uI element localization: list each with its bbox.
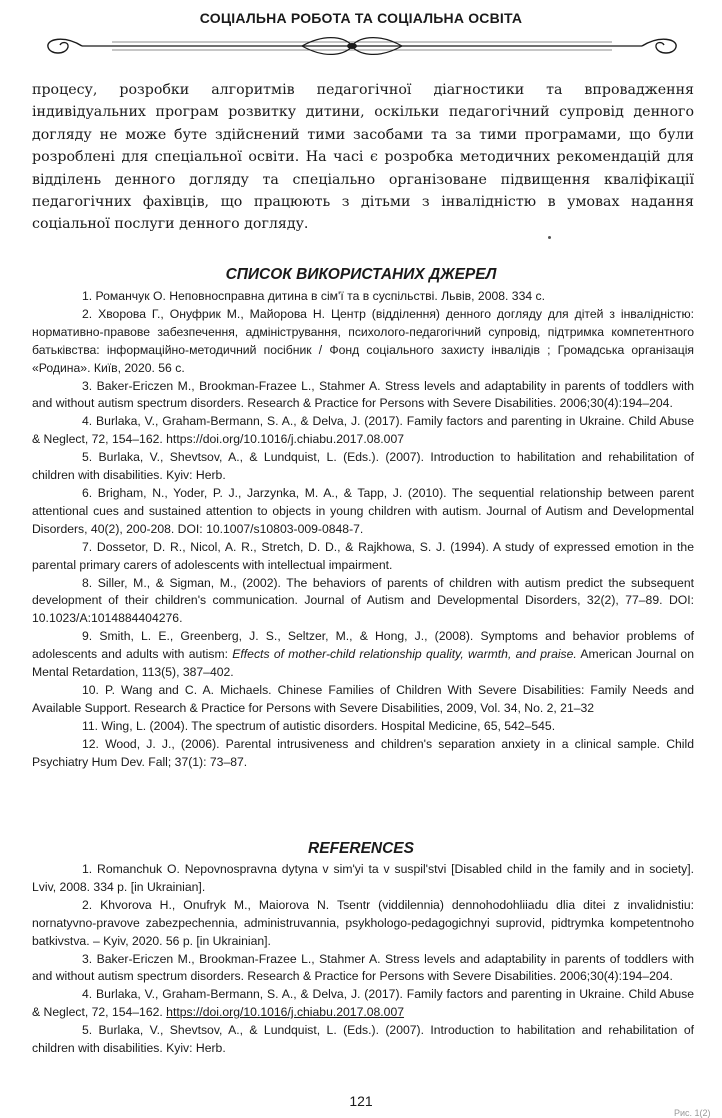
references-list	[32, 861, 694, 1058]
source-item: 5. Burlaka, V., Shevtsov, A., & Lundquist, L. (Eds.). (2007). Introduction to habilitation and rehabilitation of children with disabilities. Kyiv: Herb.	[32, 450, 694, 483]
references-heading: REFERENCES	[308, 840, 414, 857]
source-item: 8. Siller, M., & Sigman, M., (2002). The behaviors of parents of children with autism predict the subsequent development of their children's communication. Journal of Autism and Developmental Disorders, 32(2), 77–89. DOI: 10.1023/A:1014884404276.	[32, 575, 694, 626]
sources-list	[32, 288, 694, 771]
source-text: American Journal on Mental Retardation, 113(5), 387–402.	[32, 647, 694, 680]
stray-dot	[548, 236, 551, 239]
doi-link[interactable]: https://doi.org/10.1016/j.chiabu.2017.08.007	[166, 1005, 405, 1020]
reference-item: 2. Khvorova H., Onufryk M., Maiorova N. Tsentr (viddilennia) dennohodohliiadu dlia ditei z invalidnistiu: nornatyvno-pravove zabezpechennia, administruvannia, psykhologo-pedagogichnyi suprovid, pidtrymka kompetentnoho batkivstva. – Kyiv, 2020. 56 p. [in Ukrainian].	[32, 897, 694, 948]
intro-paragraph	[32, 79, 694, 236]
corner-mark: Рис. 1(2)	[674, 1108, 711, 1118]
running-header: СОЦІАЛЬНА РОБОТА ТА СОЦІАЛЬНА ОСВІТА	[199, 10, 523, 26]
reference-text: 4. Burlaka, V., Graham-Bermann, S. A., & Delva, J. (2017). Family factors and parenting in Ukraine. Child Abuse & Neglect, 72, 154–162.	[32, 987, 694, 1020]
source-item: 1. Романчук О. Неповносправна дитина в сім'ї та в суспільстві. Львів, 2008. 334 с.	[82, 289, 545, 303]
source-item: 6. Brigham, N., Yoder, P. J., Jarzynka, M. A., & Tapp, J. (2010). The sequential relationship between parent attentional cues and sustained attention to objects in young children with autism. Journal of Autism and Developmental Disorders, 40(2), 200-208. DOI: 10.1007/s10803-009-0848-7.	[32, 485, 694, 536]
source-item: 4. Burlaka, V., Graham-Bermann, S. A., & Delva, J. (2017). Family factors and parenting in Ukraine. Child Abuse & Neglect, 72, 154–162. https://doi.org/10.1016/j.chiabu.2017.08.007	[32, 414, 694, 447]
source-text: 9. Smith, L. E., Greenberg, J. S., Seltzer, M., & Hong, J., (2008). Symptoms and behavior problems of adolescents and adults with autism:	[32, 629, 694, 662]
source-item	[32, 628, 694, 682]
source-italic-text: Effects of mother-child relationship quality, warmth, and praise.	[232, 647, 577, 662]
source-item: 3. Baker-Ericzen M., Brookman-Frazee L., Stahmer A. Stress levels and adaptability in parents of toddlers with and without autism spectrum disorders. Research & Practice for Persons with Severe Disabilities. 2006;30(4):194–204.	[32, 378, 694, 411]
ornament-divider	[42, 33, 682, 59]
reference-item: 1. Romanchuk O. Nepovnospravna dytyna v sim'yi ta v suspil'stvi [Disabled child in the family and in society]. Lviv, 2008. 334 p. [in Ukrainian].	[32, 862, 694, 894]
source-item: 7. Dossetor, D. R., Nicol, A. R., Stretch, D. D., & Rajkhowa, S. J. (1994). A study of expressed emotion in the parental primary carers of adolescents with intellectual impairment.	[32, 539, 694, 572]
source-item: 2. Хворова Г., Онуфрик М., Майорова Н. Центр (відділення) денного догляду для дітей з інвалідністю: нормативно-правове забезпечення, адміністрування, психолого-педагогічний супровід, підтримка компетентного батьківства: інформаційно-методичний посібник / Фонд соціального захисту інвалідів ; Громадська організація «Родина». Київ, 2020. 56 с.	[32, 306, 694, 375]
page-number: 121	[349, 1093, 373, 1109]
intro-text: процесу, розробки алгоритмів педагогічної діагностики та впровадження індивідуальних програм розвитку дитини, оскільки педагогічний супровід денного догляду не може буте здійснений тими засобами та за тими програмами, що були розроблені для спеціальної освіти. На часі є розробка методичних рекомендацій для відділень денного догляду та спеціально організоване підвищення кваліфікації педагогічних фахівців, що працюють з дітьми з інвалідністю в умовах надання соціальної послуги денного догляду.	[32, 82, 694, 233]
source-item: 11. Wing, L. (2004). The spectrum of autistic disorders. Hospital Medicine, 65, 542–545.	[82, 718, 556, 733]
source-item: 10. P. Wang and C. A. Michaels. Chinese Families of Children With Severe Disabilities: Family Needs and Available Support. Research & Practice for Persons with Severe Disabilities, 2009, Vol. 34, No. 2, 21–32	[32, 682, 694, 715]
reference-item: 3. Baker-Ericzen M., Brookman-Frazee L., Stahmer A. Stress levels and adaptability in parents of toddlers with and without autism spectrum disorders. Research & Practice for Persons with Severe Disabilities. 2006;30(4):194–204.	[32, 951, 694, 984]
reference-item	[32, 986, 694, 1022]
sources-heading: СПИСОК ВИКОРИСТАНИХ ДЖЕРЕЛ	[225, 266, 497, 283]
source-item: 12. Wood, J. J., (2006). Parental intrusiveness and children's separation anxiety in a clinical sample. Child Psychiatry Hum Dev. Fall; 37(1): 73–87.	[32, 736, 694, 769]
reference-item: 5. Burlaka, V., Shevtsov, A., & Lundquist, L. (Eds.). (2007). Introduction to habilitation and rehabilitation of children with disabilities. Kyiv: Herb.	[32, 1023, 694, 1056]
